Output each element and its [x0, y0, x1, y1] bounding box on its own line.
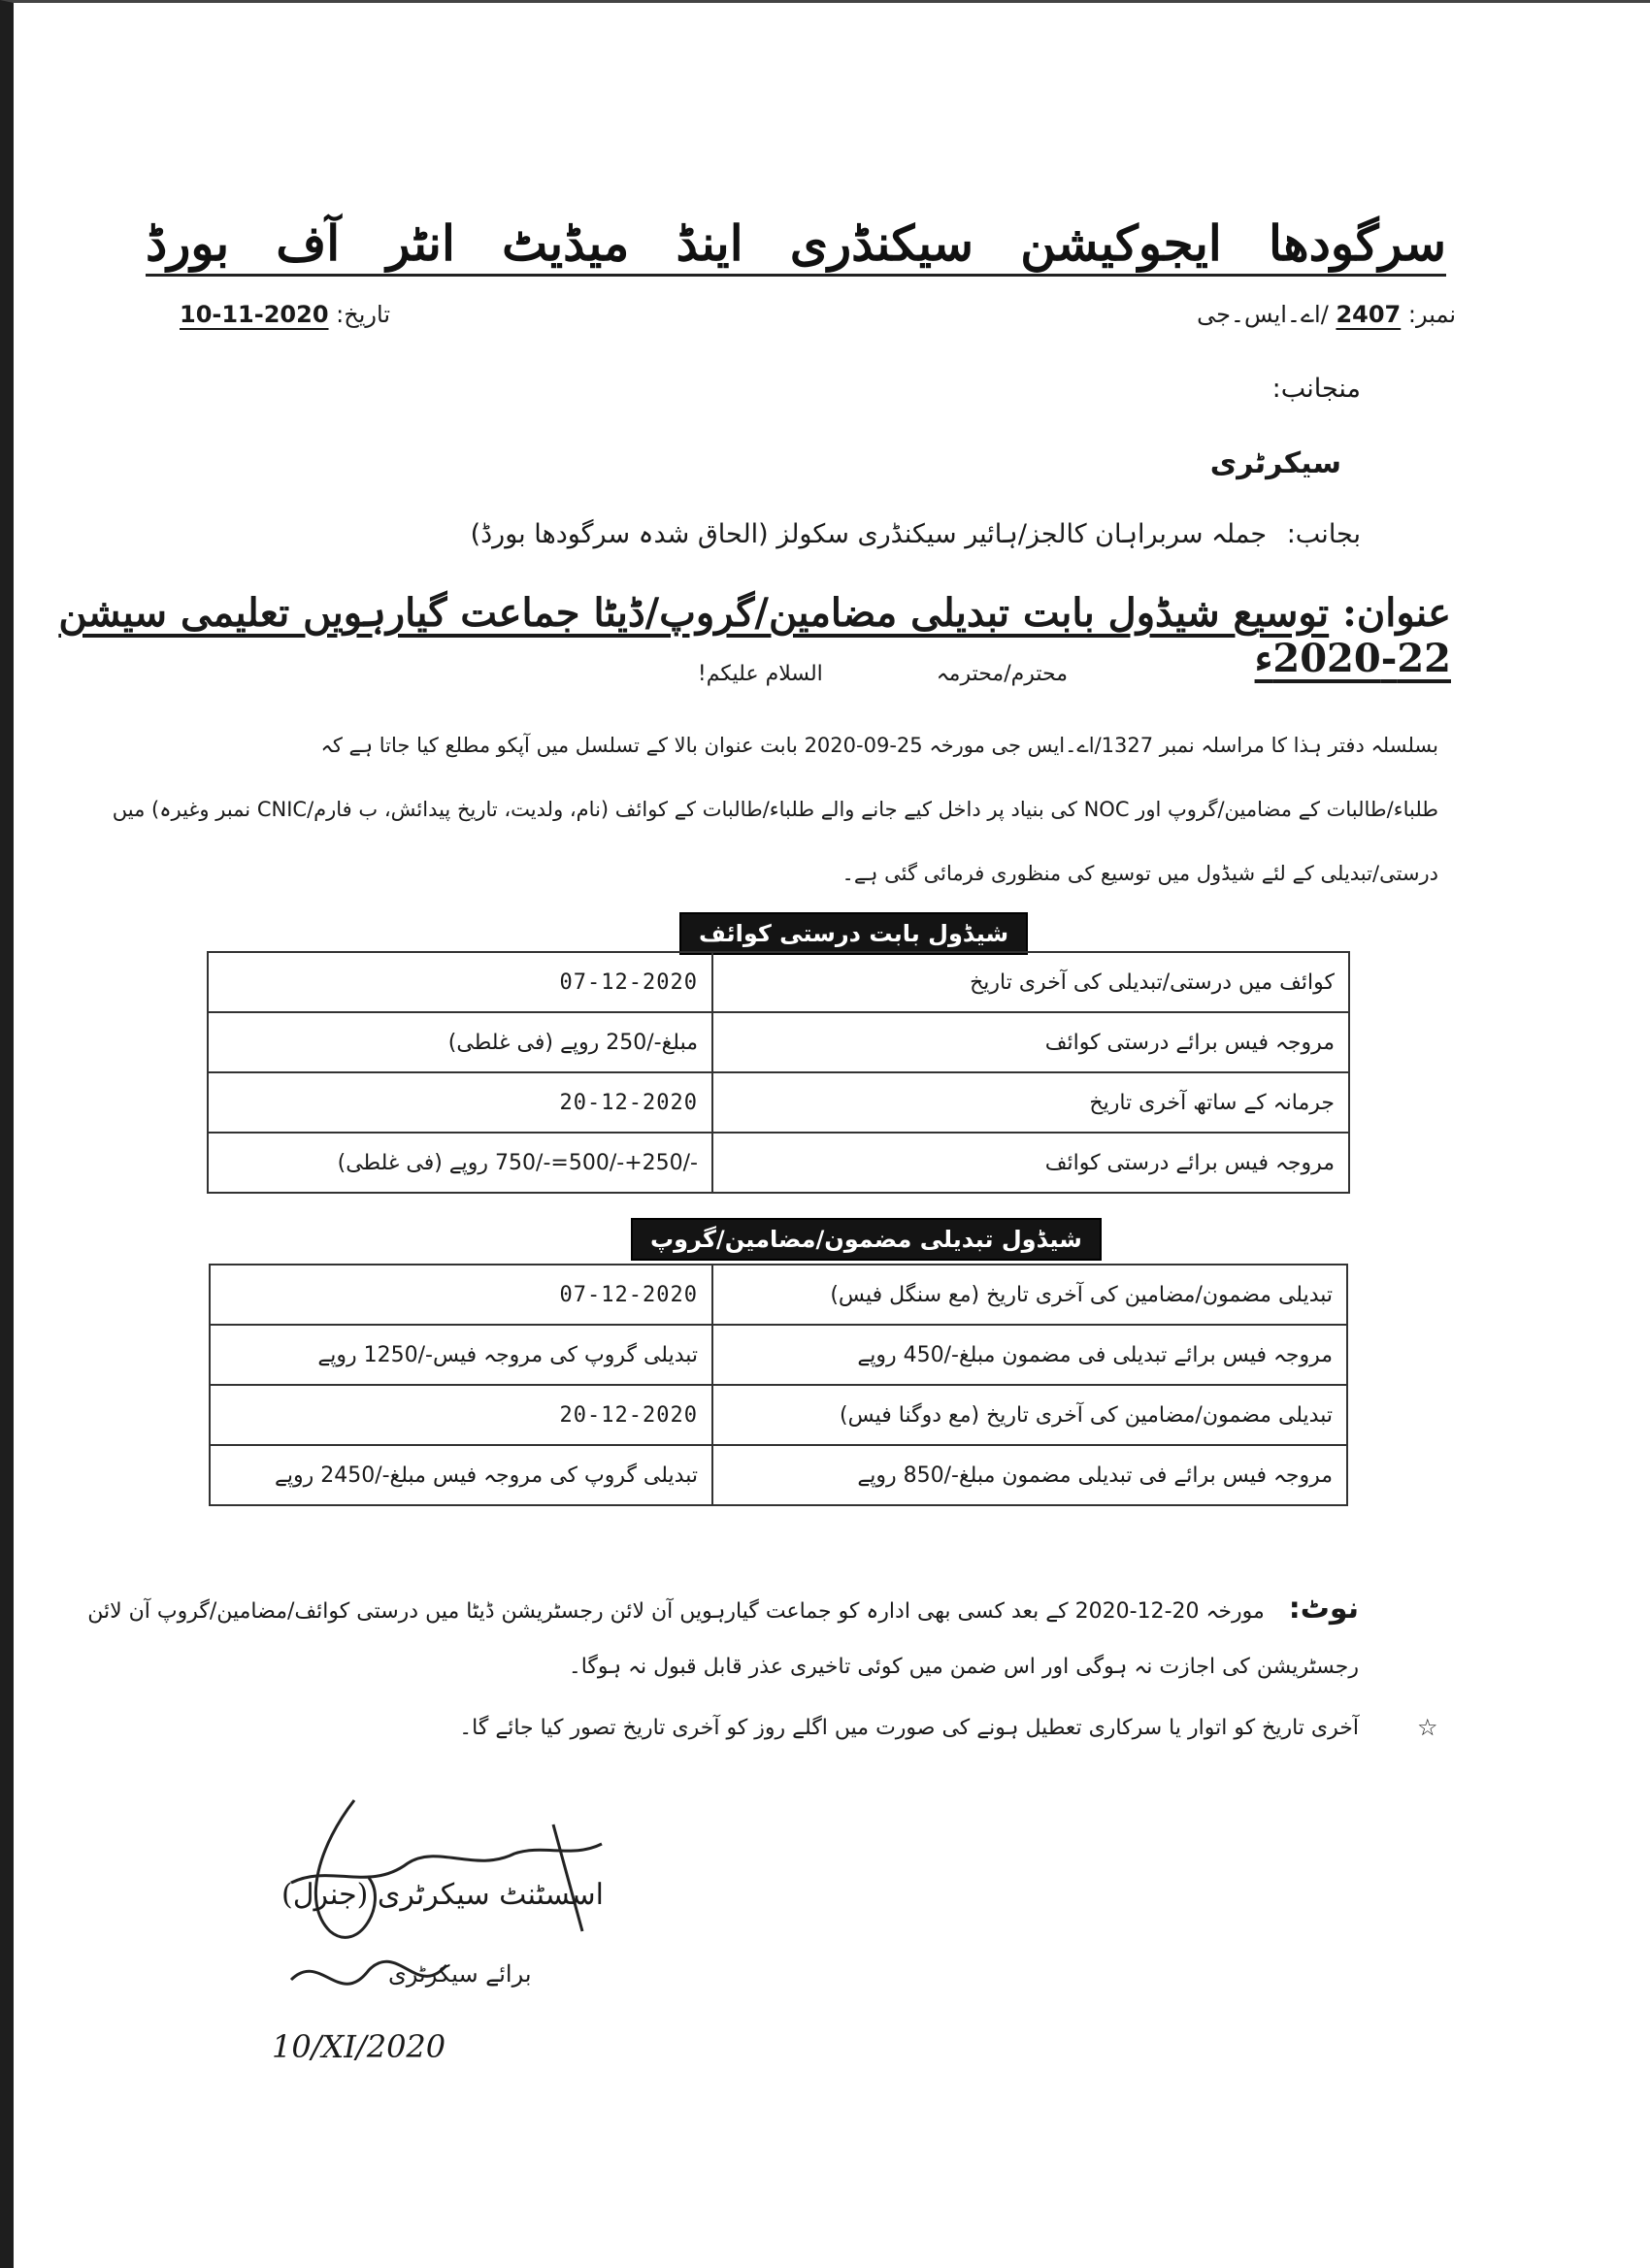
header-word: آف: [276, 214, 341, 272]
correction-schedule-row: [208, 1012, 1349, 1072]
correction-schedule-value: مبلغ-/250 روپے (فی غلطی): [208, 1012, 712, 1072]
note-star-icon: ☆: [1417, 1714, 1438, 1741]
table1-title: شیڈول بابت درستی کوائف: [679, 912, 1028, 955]
note-line-2: رجسٹریشن کی اجازت نہ ہوگی اور اس ضمن میں کوئی تاخیری عذر قابل قبول نہ ہوگا۔: [568, 1655, 1359, 1679]
correction-schedule-value: -/250+-/500=-/750 روپے (فی غلطی): [208, 1133, 712, 1193]
note-label: نوٹ:: [1288, 1592, 1359, 1626]
correction-schedule-label: مروجہ فیس برائے درستی کوائف: [712, 1133, 1349, 1193]
subject-text: توسیع شیڈول بابت تبدیلی مضامین/گروپ/ڈیٹا جماعت گیارہویں تعلیمی سیشن 22-2020ء: [58, 590, 1451, 681]
subject-change-schedule-row: [210, 1325, 1347, 1385]
board-name-header: [146, 204, 1446, 272]
subject-change-schedule-table: [209, 1264, 1348, 1506]
body-line-2: طلباء/طالبات کے مضامین/گروپ اور NOC کی بنیاد پر داخل کیے جانے والے طلباء/طالبات کے کوائف (نام، ولدیت، تاریخ پیدائش، ب فارم/CNIC نمبر وغیرہ) میں: [112, 798, 1438, 821]
subject-change-schedule-row: [210, 1445, 1347, 1505]
correction-schedule-label: جرمانہ کے ساتھ آخری تاریخ: [712, 1072, 1349, 1133]
note-line-3: [459, 1716, 1359, 1740]
header-word: بورڈ: [146, 214, 230, 272]
subject-change-schedule-label: مروجہ فیس برائے فی تبدیلی مضمون مبلغ-/850 روپے: [712, 1445, 1347, 1505]
header-rule: [146, 274, 1446, 277]
table2-title: شیڈول تبدیلی مضمون/مضامین/گروپ: [631, 1218, 1102, 1261]
subject-change-schedule-row: [210, 1265, 1347, 1325]
from-label: منجانب:: [1271, 374, 1361, 404]
subject-change-schedule-label: مروجہ فیس برائے تبدیلی فی مضمون مبلغ-/450 روپے: [712, 1325, 1347, 1385]
correction-schedule-table: [207, 951, 1350, 1194]
to-text: جملہ سربراہان کالجز/ہائیر سیکنڈری سکولز (الحاق شدہ سرگودھا بورڈ): [470, 519, 1268, 549]
note-text-1: مورخہ 20-12-2020 کے بعد کسی بھی ادارہ کو جماعت گیارہویں آن لائن رجسٹریشن ڈیٹا میں درستی کوائف/مضامین/گروپ آن لائن: [87, 1599, 1265, 1624]
correction-schedule-value: 07-12-2020: [208, 952, 712, 1012]
subject-change-schedule-row: [210, 1385, 1347, 1445]
signature-block: [262, 1786, 709, 2096]
subject-change-schedule-value: تبدیلی گروپ کی مروجہ فیس مبلغ-/2450 روپے: [210, 1445, 712, 1505]
subject-change-schedule-label: تبدیلی مضمون/مضامین کی آخری تاریخ (مع سنگل فیس): [712, 1265, 1347, 1325]
correction-schedule-value: 20-12-2020: [208, 1072, 712, 1133]
body-paragraph: [0, 713, 1438, 905]
correction-schedule-row: [208, 1072, 1349, 1133]
greeting-salutation: محترم/محترمہ: [936, 662, 1068, 686]
body-line-1: بسلسلہ دفتر ہذا کا مراسلہ نمبر 1327/اے۔ایس جی مورخہ 25-09-2020 بابت عنوان بالا کے تسلسل میں آپکو مطلع کیا جاتا ہے کہ: [320, 734, 1438, 757]
letter-date-label: تاریخ:: [336, 301, 390, 328]
to-label: بجانب:: [1286, 519, 1361, 549]
greeting-salam: السلام علیکم!: [697, 662, 823, 686]
note-line-1: [87, 1592, 1359, 1626]
header-word: سیکنڈری: [789, 214, 974, 272]
correction-schedule-row: [208, 1133, 1349, 1193]
header-word: سرگودھا: [1269, 214, 1446, 272]
body-line-3: درستی/تبدیلی کے لئے شیڈول میں توسیع کی منظوری فرمائی گئی ہے۔: [842, 862, 1438, 885]
header-word: ایجوکیشن: [1020, 214, 1222, 272]
subject-change-schedule-value: 20-12-2020: [210, 1385, 712, 1445]
signature-title-2: برائے سیکرٹری: [388, 1960, 532, 1988]
header-word: اینڈ: [676, 214, 743, 272]
note-text-3: آخری تاریخ کو اتوار یا سرکاری تعطیل ہونے کی صورت میں اگلے روز کو آخری تاریخ تصور کیا جائے گا۔: [459, 1716, 1359, 1740]
letter-date: [180, 301, 390, 328]
greeting: [698, 662, 1068, 686]
signature-title-1: اسسٹنٹ سیکرٹری (جنرل): [281, 1878, 604, 1912]
from-name: سیکرٹری: [1209, 446, 1341, 480]
letter-date-value: 10-11-2020: [180, 301, 329, 328]
subject-change-schedule-value: تبدیلی گروپ کی مروجہ فیس-/1250 روپے: [210, 1325, 712, 1385]
reference-number: [1197, 301, 1456, 328]
to-line: [471, 519, 1361, 549]
reference-number-value: 2407: [1336, 301, 1402, 328]
signature-date: 10/XI/2020: [272, 2028, 446, 2065]
header-word: انٹر: [386, 214, 455, 272]
reference-number-suffix: /اے۔ایس۔جی: [1197, 301, 1329, 328]
correction-schedule-row: [208, 952, 1349, 1012]
correction-schedule-label: مروجہ فیس برائے درستی کوائف: [712, 1012, 1349, 1072]
correction-schedule-label: کوائف میں درستی/تبدیلی کی آخری تاریخ: [712, 952, 1349, 1012]
subject-change-schedule-value: 07-12-2020: [210, 1265, 712, 1325]
subject-label: عنوان:: [1342, 590, 1451, 636]
header-word: میڈیٹ: [502, 214, 630, 272]
reference-number-label: نمبر:: [1407, 301, 1456, 328]
subject-change-schedule-label: تبدیلی مضمون/مضامین کی آخری تاریخ (مع دوگنا فیس): [712, 1385, 1347, 1445]
